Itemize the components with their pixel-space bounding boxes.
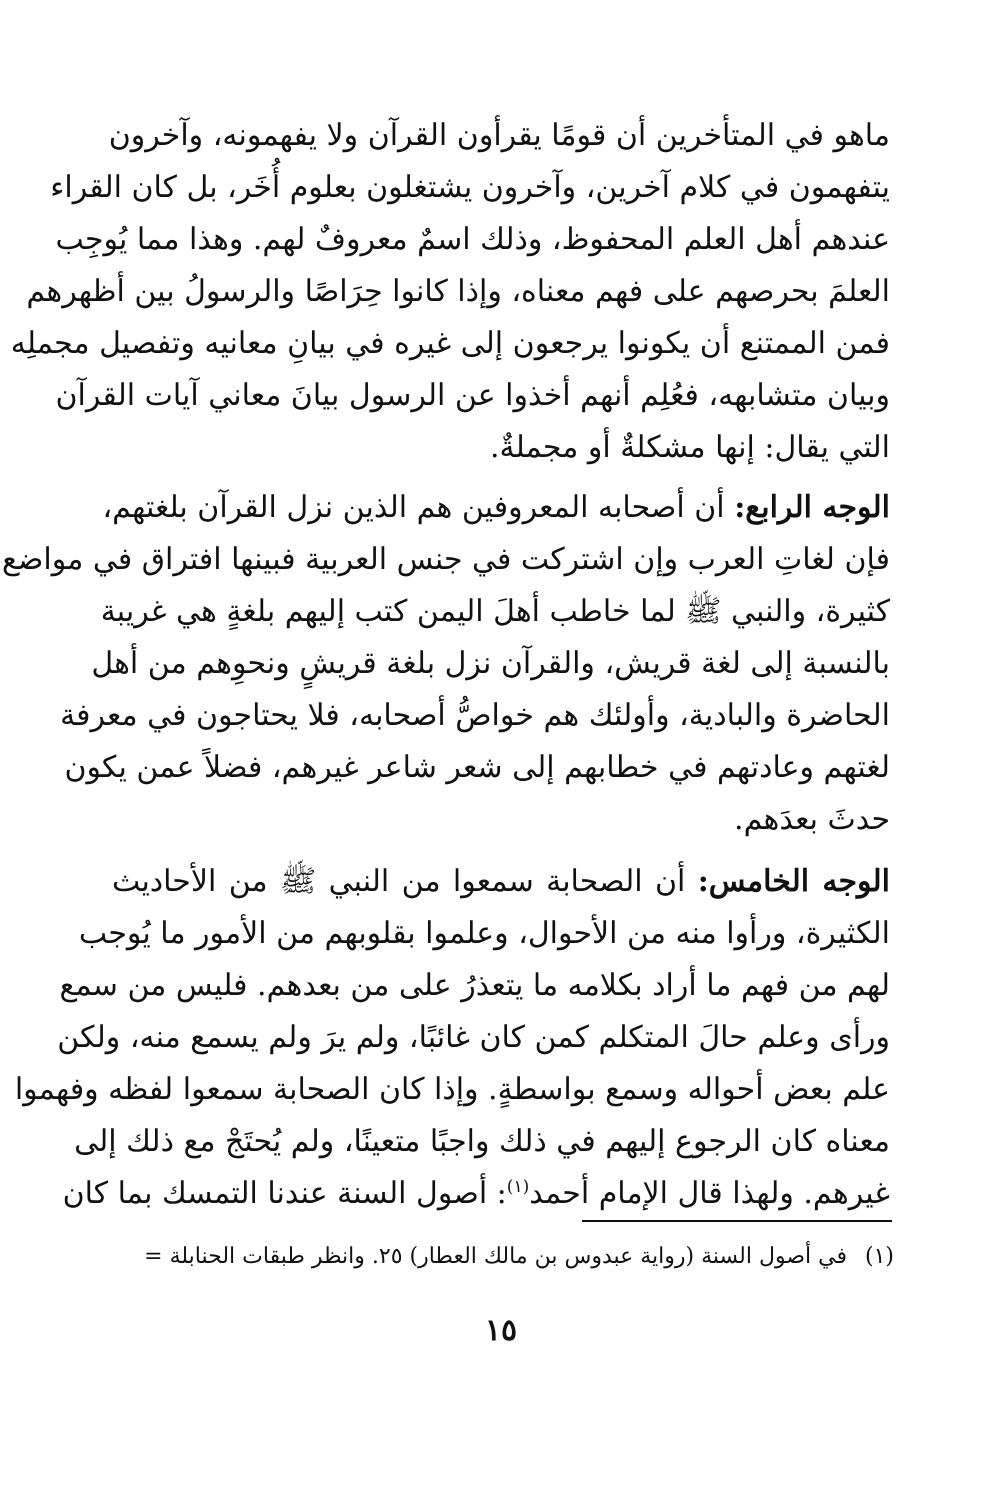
- text-line: وبيان متشابهه، فعُلِم أنهم أخذوا عن الرسول بيانَ معاني آيات القرآن: [55, 378, 890, 413]
- text-line-rest: أن أصحابه المعروفين هم الذين نزل القرآن بلغتهم،: [102, 490, 735, 525]
- footnote-text: في أصول السنة (رواية عبدوس بن مالك العطار) ٢٥. وانظر طبقات الحنابلة =: [144, 1244, 847, 1269]
- page-number: ١٥: [484, 1313, 518, 1348]
- footnote: [90, 1237, 894, 1277]
- text-line: ماهو في المتأخرين أن قومًا يقرأون القرآن ولا يفهمونه، وآخرون: [108, 118, 890, 153]
- text-line: ورأى وعلم حالَ المتكلم كمن كان غائبًا، ولم يرَ ولم يسمع منه، ولكن: [57, 1020, 890, 1055]
- text-line-end: : أصول السنة عندنا التمسك بما كان: [62, 1176, 507, 1211]
- text-line-rest: أن الصحابة سمعوا من النبي ﷺ من الأحاديث: [112, 864, 698, 899]
- text-line-with-heading: [102, 482, 890, 534]
- paragraph-1: [10, 110, 890, 474]
- text-line: علم بعض أحواله وسمع بواسطةٍ. وإذا كان الصحابة سمعوا لفظه وفهموا: [14, 1072, 890, 1107]
- text-line-start: غيرهم. ولهذا قال الإمام أحمد: [529, 1176, 890, 1211]
- paragraph-3: [14, 856, 891, 1220]
- section-lead: الوجه الرابع:: [734, 490, 890, 525]
- text-line: الحاضرة والبادية، وأولئك هم خواصُّ أصحابه، فلا يحتاجون في معرفة: [60, 698, 890, 733]
- text-line: التي يقال: إنها مشكلةٌ أو مجملةٌ.: [489, 430, 890, 465]
- text-line-with-heading: [112, 856, 890, 908]
- text-line: كثيرة، والنبي ﷺ لما خاطب أهلَ اليمن كتب إليهم بلغةٍ هي غريبة: [100, 594, 890, 629]
- section-lead: الوجه الخامس:: [697, 864, 891, 899]
- text-line: العلمَ بحرصهم على فهم معناه، وإذا كانوا حِرَاصًا والرسولُ بين أظهرهم: [26, 274, 890, 309]
- text-line: [62, 1168, 890, 1220]
- text-line: معناه كان الرجوع إليهم في ذلك واجبًا متعينًا، ولم يُحتَجْ مع ذلك إلى: [74, 1124, 890, 1159]
- paragraph-2: [1, 482, 890, 846]
- footnote-marker[interactable]: (١): [506, 1177, 530, 1197]
- text-line: لغتهم وعادتهم في خطابهم إلى شعر شاعر غيرهم، فضلاً عمن يكون: [64, 750, 890, 785]
- text-line: عندهم أهل العلم المحفوظ، وذلك اسمٌ معروفٌ لهم. وهذا مما يُوجِب: [55, 222, 890, 257]
- text-line: لهم من فهم ما أراد بكلامه ما يتعذرُ على من بعدهم. فليس من سمع: [59, 968, 890, 1003]
- footnote-number: (١): [864, 1244, 894, 1269]
- text-line: فمن الممتنع أن يكونوا يرجعون إلى غيره في بيانِ معانيه وتفصيل مجملِه: [10, 326, 890, 361]
- text-line: بالنسبة إلى لغة قريش، والقرآن نزل بلغة قريشٍ ونحوِهم من أهل: [91, 646, 890, 681]
- text-line: يتفهمون في كلام آخرين، وآخرون يشتغلون بعلوم أُخَر، بل كان القراء: [50, 170, 890, 205]
- text-line: فإن لغاتِ العرب وإن اشتركت في جنس العربية فبينها افتراق في مواضع: [1, 542, 890, 577]
- footnote-separator: [582, 1220, 892, 1222]
- text-line: حدثَ بعدَهم.: [734, 802, 890, 837]
- text-line: الكثيرة، ورأوا منه من الأحوال، وعلموا بقلوبهم من الأمور ما يُوجب: [78, 916, 890, 951]
